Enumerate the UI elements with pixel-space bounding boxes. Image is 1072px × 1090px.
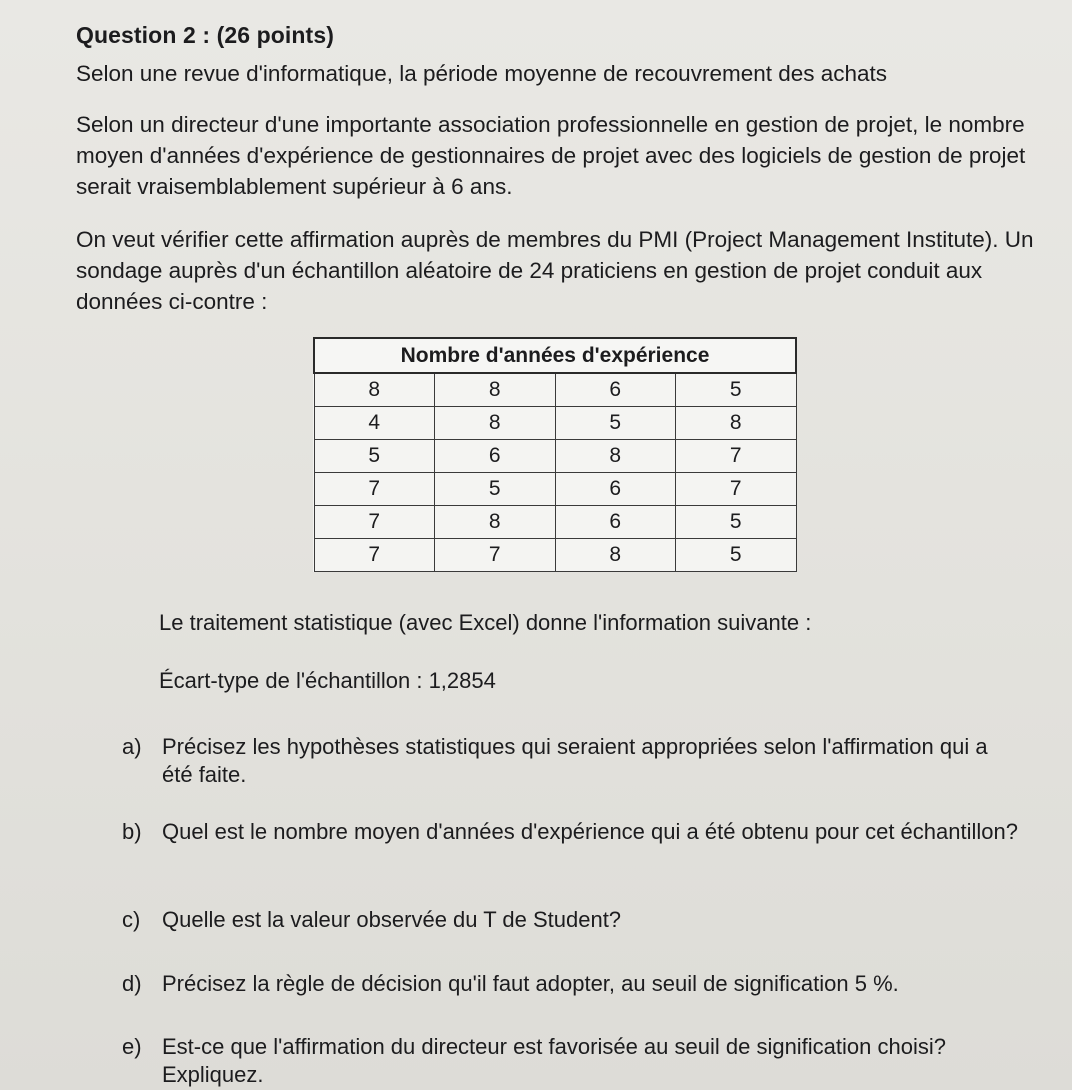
sample-std-dev: Écart-type de l'échantillon : 1,2854 — [159, 668, 496, 693]
table-row — [314, 440, 796, 473]
table-cell: 8 — [555, 539, 676, 572]
stats-intro: Le traitement statistique (avec Excel) donne l'information suivante : — [159, 610, 812, 635]
table-cell: 5 — [314, 440, 435, 473]
paragraph-survey: On veut vérifier cette affirmation auprès de membres du PMI (Project Management Institute). Un sondage auprès d'un échantillon aléatoire de 24 praticiens en gestion de projet conduit aux données ci-contre : — [76, 227, 1034, 314]
question-d — [122, 970, 1022, 998]
table-cell: 5 — [676, 539, 797, 572]
paragraph-director: Selon un directeur d'une importante association professionnelle en gestion de projet, le nombre moyen d'années d'expérience de gestionnaires de projet avec des logiciels de gestion de projet serait vraisemblablement supérieur à 6 ans. — [76, 112, 1026, 199]
table-cell: 8 — [676, 407, 797, 440]
question-title: Question 2 : (26 points) — [76, 22, 334, 48]
table-cell: 5 — [435, 473, 556, 506]
table-cell: 7 — [314, 539, 435, 572]
table-cell: 7 — [676, 473, 797, 506]
table-cell: 5 — [676, 373, 797, 407]
table-row — [314, 506, 796, 539]
table-cell: 5 — [555, 407, 676, 440]
table-header: Nombre d'années d'expérience — [314, 338, 796, 373]
table-cell: 7 — [314, 473, 435, 506]
experience-table — [313, 337, 797, 572]
question-letter: e) — [122, 1034, 142, 1059]
table-row — [314, 473, 796, 506]
table-cell: 8 — [435, 373, 556, 407]
question-text: Quelle est la valeur observée du T de Student? — [162, 907, 622, 932]
table-cell: 6 — [435, 440, 556, 473]
table-cell: 8 — [314, 373, 435, 407]
table-cell: 7 — [676, 440, 797, 473]
intro-line: Selon une revue d'informatique, la période moyenne de recouvrement des achats — [76, 61, 888, 86]
question-text: Précisez la règle de décision qu'il faut adopter, au seuil de signification 5 %. — [162, 971, 899, 996]
table-cell: 6 — [555, 506, 676, 539]
table-row — [314, 407, 796, 440]
question-text: Précisez les hypothèses statistiques qui seraient appropriées selon l'affirmation qui a été faite. — [162, 734, 988, 787]
question-letter: c) — [122, 907, 141, 932]
question-a — [122, 733, 1022, 789]
table-cell: 4 — [314, 407, 435, 440]
table-row — [314, 373, 796, 407]
table-cell: 8 — [435, 407, 556, 440]
question-text: Est-ce que l'affirmation du directeur est favorisée au seuil de signification choisi? Expliquez. — [162, 1034, 946, 1087]
table-cell: 6 — [555, 373, 676, 407]
question-letter: a) — [122, 734, 142, 759]
table-cell: 8 — [435, 506, 556, 539]
question-letter: b) — [122, 819, 142, 844]
table-row — [314, 539, 796, 572]
question-text: Quel est le nombre moyen d'années d'expérience qui a été obtenu pour cet échantillon? — [162, 819, 1018, 844]
table-cell: 5 — [676, 506, 797, 539]
table-cell: 7 — [314, 506, 435, 539]
question-c — [122, 906, 1022, 934]
table-cell: 7 — [435, 539, 556, 572]
table-cell: 6 — [555, 473, 676, 506]
question-e — [122, 1033, 1022, 1089]
table-cell: 8 — [555, 440, 676, 473]
question-b — [122, 818, 1022, 846]
question-letter: d) — [122, 971, 142, 996]
